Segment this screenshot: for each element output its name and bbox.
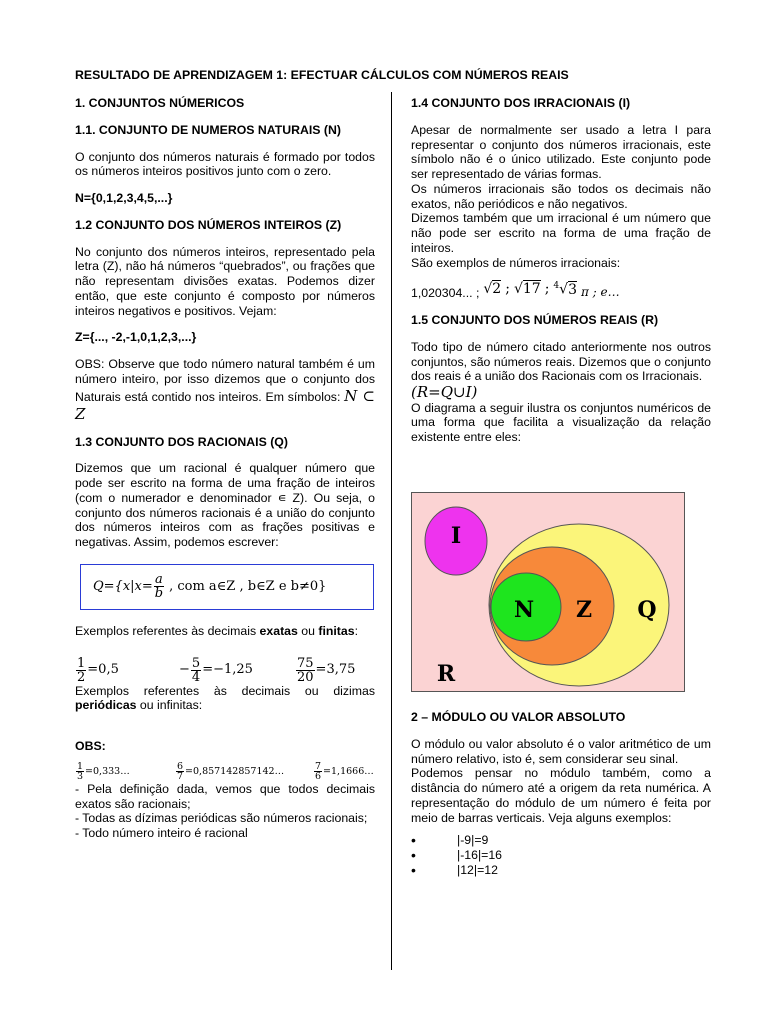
periodic-intro-text: Exemplos referentes às decimais ou dizimas [75, 683, 375, 698]
list-item [411, 833, 711, 848]
periodic-example [75, 762, 175, 782]
column-divider [391, 92, 392, 970]
note-line: - Todas as dízimas periódicas são números racionais; [75, 811, 368, 826]
exact-example-value: =3,75 [315, 662, 356, 678]
exact-example-value: =−1,25 [202, 662, 253, 678]
section-2-heading: 2 – MÓDULO OU VALOR ABSOLUTO [411, 710, 626, 724]
denominator: 7 [177, 771, 184, 783]
periodic-examples-intro [75, 684, 375, 714]
formula-denominator: b [154, 586, 164, 602]
section-1-2-obs [75, 357, 375, 423]
bullet-icon: • [411, 847, 416, 864]
exact-example [179, 657, 295, 684]
finite-bold-word: finitas [318, 623, 355, 638]
exact-suffix: : [354, 623, 358, 638]
section-2 [411, 710, 711, 878]
formula-rhs: , com a∈Z , b∈Z e b≠0} [169, 578, 327, 594]
number-sets-diagram [411, 492, 685, 692]
section-2-paragraph: O módulo ou valor absoluto é o valor aritmético de um número relativo, isto é, sem considerar seu sinal. [411, 736, 711, 766]
exact-example-fraction [76, 657, 86, 684]
right-column [411, 96, 711, 445]
integer-set-definition: Z={..., -2,-1,0,1,2,3,...} [75, 330, 197, 345]
left-column [75, 96, 375, 841]
section-1-heading: 1. CONJUNTOS NÚMERICOS [75, 96, 245, 110]
sqrt-radicand: 17 [522, 281, 541, 298]
periodic-fraction [176, 762, 184, 782]
exact-example [295, 657, 355, 684]
natural-set-definition: N={0,1,2,3,4,5,...} [75, 191, 173, 205]
obs-label: OBS: [75, 739, 106, 753]
list-item [411, 863, 711, 878]
exact-examples-intro [75, 624, 375, 639]
formula-numerator: a [155, 572, 163, 588]
bullet-icon: • [411, 862, 416, 879]
real-union-formula: (R=Q∪I) [411, 383, 478, 401]
exact-example [75, 657, 179, 684]
sqrt-radicand: 2 [492, 281, 502, 298]
numerator: 1 [77, 760, 84, 772]
sign: − [179, 662, 190, 678]
periodic-value: =1,1666… [323, 766, 374, 778]
note-line: - Pela definição dada, vemos que todos decimais exatos são racionais; [75, 781, 375, 811]
numerator: 5 [191, 655, 201, 671]
bullet-icon: • [411, 832, 416, 849]
list-item [411, 848, 711, 863]
periodic-value: =0,333… [85, 766, 130, 778]
periodic-example [313, 762, 374, 782]
section-1-4-paragraph: Apesar de normalmente ser usado a letra I para representar o conjunto dos números irracionais, este símbolo não é o único utilizado. Este conjunto pode ser representado de várias formas. [411, 122, 711, 181]
separator: ; [505, 281, 510, 298]
exact-example-fraction [191, 657, 201, 684]
section-1-3-heading: 1.3 CONJUNTO DOS RACIONAIS (Q) [75, 434, 288, 449]
exact-examples-row [75, 657, 375, 684]
formula-fraction [154, 573, 164, 600]
exact-intro-text: Exemplos referentes às decimais [75, 623, 260, 638]
label-i: I [450, 523, 462, 549]
label-r: R [436, 661, 456, 687]
section-1-2-heading: 1.2 CONJUNTO DOS NÚMEROS INTEIROS (Z) [75, 217, 342, 232]
exact-mid-text: ou [297, 623, 319, 638]
label-z: Z [575, 597, 593, 623]
obs-text: OBS: Observe que todo número natural também é um número inteiro, por isso dizemos que o conjunto dos Naturais está contido nos inteiros. Em símbolos: [75, 357, 375, 404]
root-index: 4 [553, 280, 560, 291]
exact-bold-word: exatas [259, 623, 298, 638]
periodic-examples-row [75, 762, 375, 782]
denominator: 2 [77, 669, 86, 685]
periodic-example [175, 762, 313, 782]
root-radicand: 3 [568, 281, 577, 298]
periodic-value: =0,857142857142… [185, 766, 285, 778]
subset-symbol: N ⊂ Z [75, 386, 376, 423]
section-1-1-text: O conjunto dos números naturais é formado por todos os números inteiros positivos junto com o zero. [75, 149, 375, 179]
section-1-5-text: Todo tipo de número citado anteriormente nos outros conjuntos, são números reais. Dizemos que o conjunto dos reais é a união dos Racionais com os Irracionais. [411, 339, 711, 384]
rational-formula-box [80, 564, 374, 610]
sqrt-example: √17 [513, 281, 541, 298]
irrational-decimal: 1,020304... ; [411, 286, 480, 301]
section-1-5-heading: 1.5 CONJUNTO DOS NÚMEROS REAIS (R) [411, 313, 659, 327]
section-1-3-text: Dizemos que um racional é qualquer número que pode ser escrito na forma de uma fração de inteiros (com o numerador e denominador ∊ Z). Ou seja, o conjunto dos números racionais é a união do conjunto dos números inteiros com as frações positivas e negativas. Assim, podemos escrever: [75, 461, 375, 549]
sqrt-example: √2 [483, 281, 502, 298]
modulus-examples-list [411, 833, 711, 878]
venn-diagram [412, 493, 684, 691]
label-n: N [513, 597, 535, 623]
irrational-examples [411, 278, 711, 301]
section-1-4-heading: 1.4 CONJUNTO DOS IRRACIONAIS (I) [411, 96, 631, 110]
fourth-root-example: $^4$√3 [553, 280, 577, 298]
periodic-bold-word: periódicas [75, 698, 137, 713]
formula-lhs: Q={x|x= [93, 578, 153, 594]
separator: ; [544, 281, 550, 298]
section-1-2-text: No conjunto dos números inteiros, representado pela letra (Z), não há números “quebrados”, ou frações que não representam divisões exatas. Podemos dizer então, que este conjunto é composto por números inteiros negativos e positivos. Vejam: [75, 244, 375, 318]
irrational-constants: π ; e… [580, 285, 620, 300]
section-1-4-paragraph: Os números irracionais são todos os decimais não exatos, não periódicos e não negativos. [411, 181, 711, 211]
denominator: 20 [297, 669, 314, 685]
modulus-example: |-9|=9 [457, 833, 489, 848]
denominator: 3 [77, 771, 84, 783]
document-title: RESULTADO DE APRENDIZAGEM 1: EFECTUAR CÁLCULOS COM NÚMEROS REAIS [75, 68, 569, 82]
note-line: - Todo número inteiro é racional [75, 826, 248, 840]
section-1-1-heading: 1.1. CONJUNTO DE NUMEROS NATURAIS (N) [75, 122, 341, 137]
label-q: Q [637, 597, 657, 623]
numerator: 6 [177, 760, 184, 772]
exact-example-fraction [296, 657, 315, 684]
modulus-example: |-16|=16 [457, 848, 503, 863]
periodic-fraction [76, 762, 84, 782]
periodic-suffix: ou infinitas: [136, 698, 203, 713]
denominator: 6 [315, 771, 322, 783]
numerator: 75 [297, 655, 314, 671]
section-2-paragraph: Podemos pensar no módulo também, como a distância do número até a origem da reta numérica. A representação do módulo de um número é feita por meio de barras verticais. Veja alguns exemplos: [411, 766, 711, 825]
modulus-example: |12|=12 [457, 863, 498, 878]
section-1-4-paragraph: São exemplos de números irracionais: [411, 255, 621, 270]
section-1-5-text2: O diagrama a seguir ilustra os conjuntos numéricos de uma forma que facilita a visualização da relação existente entre eles: [411, 400, 711, 444]
numerator: 1 [77, 655, 86, 671]
section-1-4-paragraph: Dizemos também que um irracional é um número que não pode ser escrito na forma de uma fração de inteiros. [411, 211, 711, 255]
periodic-fraction [314, 762, 322, 782]
denominator: 4 [191, 669, 201, 685]
numerator: 7 [315, 760, 322, 772]
exact-example-value: =0,5 [87, 662, 119, 678]
